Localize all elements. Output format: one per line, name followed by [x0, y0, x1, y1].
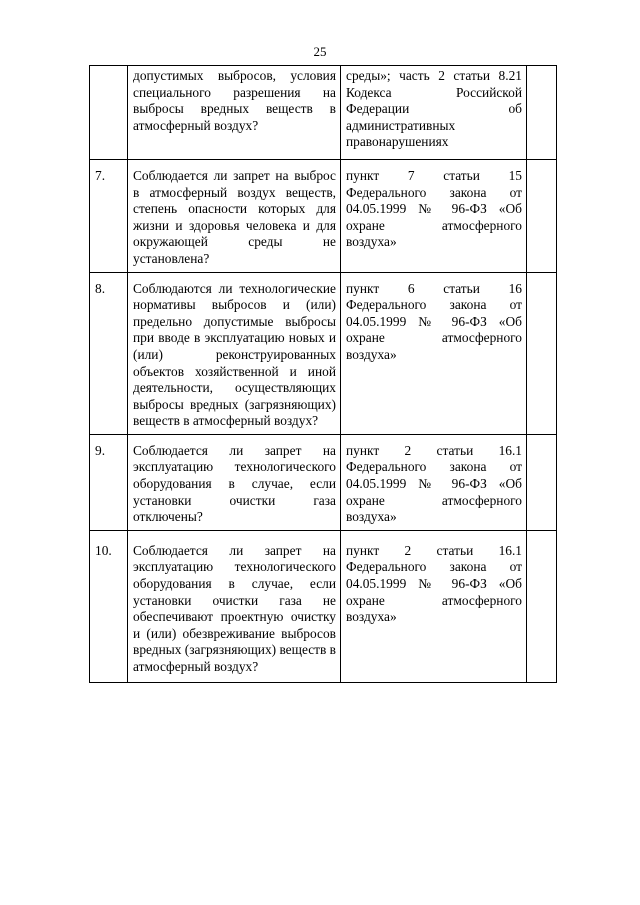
notes-cell [527, 434, 557, 530]
legal-reference-cell: пункт 2 статьи 16.1 Федерального закона от 04.05.1999 № 96-ФЗ «Об охране атмосферного воздуха» [341, 434, 527, 530]
checklist-table [89, 65, 557, 683]
question-cell: Соблюдается ли запрет на эксплуатацию технологического оборудования в случае, если установки очистки газа не обеспечивают проектную очистку и (или) обезвреживание выбросов вредных (загрязняющих) веществ в атмосферный воздух? [128, 530, 341, 682]
notes-cell [527, 272, 557, 434]
question-cell: допустимых выбросов, условия специального разрешения на выбросы вредных веществ в атмосферный воздух? [128, 66, 341, 160]
legal-reference-cell: пункт 2 статьи 16.1 Федерального закона от 04.05.1999 № 96-ФЗ «Об охране атмосферного воздуха» [341, 530, 527, 682]
row-number: 9. [90, 434, 128, 530]
notes-cell [527, 530, 557, 682]
row-number: 10. [90, 530, 128, 682]
legal-reference-cell: пункт 6 статьи 16 Федерального закона от 04.05.1999 № 96-ФЗ «Об охране атмосферного воздуха» [341, 272, 527, 434]
table-row [90, 66, 557, 160]
legal-reference-cell: среды»; часть 2 статьи 8.21 Кодекса Российской Федерации об административных правонарушениях [341, 66, 527, 160]
row-number: 8. [90, 272, 128, 434]
table-row [90, 159, 557, 272]
row-number [90, 66, 128, 160]
page-number: 25 [313, 44, 327, 59]
notes-cell [527, 159, 557, 272]
row-number: 7. [90, 159, 128, 272]
table-row [90, 530, 557, 682]
legal-reference-cell: пункт 7 статьи 15 Федерального закона от 04.05.1999 № 96-ФЗ «Об охране атмосферного воздуха» [341, 159, 527, 272]
table-row [90, 272, 557, 434]
question-cell: Соблюдаются ли технологические нормативы выбросов и (или) предельно допустимые выбросы при вводе в эксплуатацию новых и (или) реконструированных объектов хозяйственной и иной деятельности, осуществляющих выбросы вредных (загрязняющих) веществ в атмосферный воздух? [128, 272, 341, 434]
question-cell: Соблюдается ли запрет на эксплуатацию технологического оборудования в случае, если установки очистки газа отключены? [128, 434, 341, 530]
table-row [90, 434, 557, 530]
question-cell: Соблюдается ли запрет на выброс в атмосферный воздух веществ, степень опасности которых для жизни и здоровья человека и для окружающей среды не установлена? [128, 159, 341, 272]
notes-cell [527, 66, 557, 160]
